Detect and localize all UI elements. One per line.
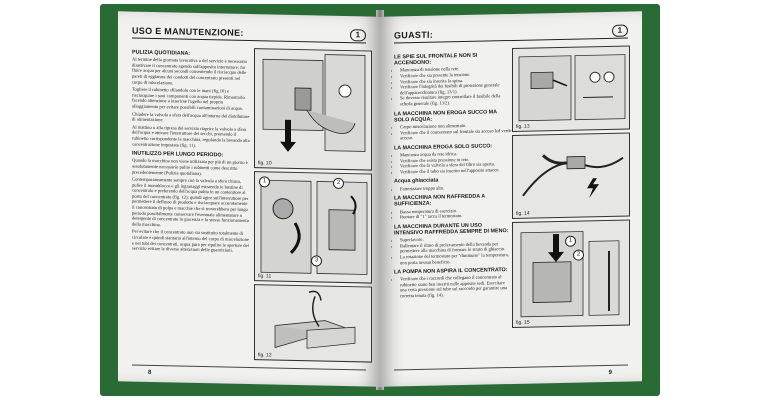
left-page <box>118 11 380 386</box>
list-item: • Ruotare di "1" tacca il termostato. <box>400 212 512 220</box>
step-marker: 2 <box>333 178 344 189</box>
figure-10 <box>254 48 372 170</box>
left-figure-column <box>254 48 372 365</box>
left-page-header <box>132 22 366 44</box>
tube-connector-illustration <box>513 133 630 217</box>
right-figure-column <box>512 46 630 331</box>
container-cleaning-illustration <box>255 285 372 361</box>
list-item: • Verificare che esista pressione in rete. <box>400 156 512 164</box>
section-heading: LA MACCHINA NON EROGA SUCCO MA SOLO ACQUA: <box>394 108 497 124</box>
figure-label: fig. 11 <box>258 273 272 280</box>
figure-14 <box>512 133 630 219</box>
list-item: • Verificare che il tubo sia inserito nell'apposito attacco. <box>400 167 512 175</box>
section-heading: LA MACCHINA DURANTE UN USO INTENSIVO RAFFREDDA SEMPRE DI MENO: <box>394 222 509 237</box>
paragraph: Contemporaneamente sempre con la valvola a sfera chiusa, pulire il monoblocco e gli ingranaggi estraendo le bustine di concentrato e preferendo dell'acqua pulita in un contenitore al posto del concentrato (fig. 12); quindi agire sull'interruttore per permettere il deflusso di prodotto e risciacquare accuratamente il concentrato di polpa e macchie che si troverebbero per lungo periodo possibilmente conservare l'eventuale alimentatore o detergente di concentrato in giacenza e lo stesso funzionamento della macchina. <box>132 176 250 227</box>
list-item: • Verificare che la valvola a sfera del filtro sia aperta. <box>400 161 512 169</box>
left-page-chapter-number: 1 <box>350 29 366 41</box>
figure-13 <box>512 46 630 132</box>
figure-15 <box>512 220 630 328</box>
right-text-column <box>394 48 512 301</box>
figure-label: fig. 12 <box>258 352 272 359</box>
figure-11 <box>254 171 372 283</box>
list-item: • Verificare che sia presente la tensione. <box>400 71 512 79</box>
list-item: • Mancanza acqua da rete idrica. <box>400 150 512 158</box>
figure-label: fig. 13 <box>516 123 530 130</box>
list-item: • Corpo miscelazione non alimentato. <box>400 122 512 130</box>
section-heading: LE SPIE SUL FRONTALE NON SI ACCENDONO: <box>394 52 478 67</box>
list-item: • Se dovesse risultare integro controllare il fusibile della scheda generale (fig. 13/2). <box>400 93 512 107</box>
list-item: • Superlavoro. <box>400 235 512 243</box>
step-marker: 3 <box>311 255 322 266</box>
figure-label: fig. 14 <box>516 210 530 217</box>
list-item: • Rallentare il ritmo di prelevamento della bevanda per permettere alla macchina di formare lo strato di ghiaccio. <box>400 241 512 255</box>
right-page <box>380 11 642 386</box>
section-heading: INUTILIZZO PER LUNGO PERIODO: <box>132 150 224 159</box>
paragraph: Per evitare che il concentrato non sia sostituito totalmente di circolare e quindi stantario all'interno del corpo di miscelazione e nei tubi dei concentrati, acqua pura per ripulire le aperture del servizio evitare le diverse alterazioni delle guarnizioni. <box>132 228 249 253</box>
right-page-number: 9 <box>608 369 612 376</box>
list-item: • Bassa temperatura di esercizio. <box>400 207 512 215</box>
footer-rule <box>394 365 628 371</box>
paragraph: Al termine della giornata lavorativa o del servizio è necessario disattivare il concentrato agendo sull'apposito interruttore; far fluire acqua per alcuni secondi consentendo il risciacquo delle pareti di eggiatura dei condotti del concentrato presenti nel corpo di miscelazione. <box>132 56 247 85</box>
list-item: • La rotazione del termostato per "diminuire" la temperatura, non porta nessun beneficio. <box>400 252 512 266</box>
section-heading: LA MACCHINA NON RAFFREDDA A SUFFICIENZA: <box>394 193 485 208</box>
paragraph: Chiudere la valvola a sfera dell'acqua all'interno del distributore di alimentazione. <box>132 111 250 123</box>
list-item: • Verificare l'integrità dei fusibili di protezione generale dell'apparecchiatura (fig. 13/1). <box>400 82 512 96</box>
list-item: • Verificare che i raccordi che collegano il concentrato al rubinetto siano ben inseriti nelle apposite sedi. Esercitare una certa pressione sul tubo sul raccordo per garantire una corretta tenuta (fig. 14). <box>400 274 512 299</box>
figure-label: fig. 15 <box>516 319 530 326</box>
valve-opening-illustration <box>255 172 372 282</box>
paragraph: Al mattino o alla ripresa del servizio riaprire la valvola a sfera dell'acqua e attivare l'interruttore del secchi, premendo il rubinetto corrispondente la macchina, regolando la bevanda alla concentrazione impostata (fig. 11). <box>132 124 250 148</box>
section-heading: LA MACCHINA EROGA SOLO SUCCO: <box>394 143 493 152</box>
step-marker: 2 <box>573 249 584 260</box>
list-item: • Verificare che il concentrato sul frontale sia acceso led verde acceso. <box>400 128 512 142</box>
left-page-number: 8 <box>148 369 152 376</box>
section-heading: Acqua ghiacciata <box>394 177 439 185</box>
list-item: • Fattorizzare troppo alto. <box>400 184 512 192</box>
step-marker: 1 <box>259 176 270 187</box>
list-item: • Mancanza di tensione nella rete. <box>400 65 512 73</box>
figure-12 <box>254 284 372 362</box>
section-heading: PULIZIA QUOTIDIANA: <box>132 49 191 57</box>
right-page-header <box>394 22 628 44</box>
tap-removal-illustration <box>255 49 372 169</box>
step-marker: 1 <box>565 236 576 247</box>
list-item: • Verificare che sia inserita la spina. <box>400 77 512 85</box>
footer-rule <box>132 365 366 371</box>
left-text-column <box>132 46 250 256</box>
right-page-chapter-number: 1 <box>612 25 628 37</box>
fuse-check-illustration <box>513 46 630 130</box>
figure-label: fig. 10 <box>258 160 272 167</box>
paragraph: Quando la macchina non viene utilizzata per più di un giorno è assolutamente necessario pulire i rubinetti come descritto precedentemente (Pulizia quotidiana). <box>132 157 248 176</box>
right-page-title: GUASTI: <box>394 29 434 41</box>
left-page-title: USO E MANUTENZIONE: <box>132 25 244 38</box>
paragraph: Togliere il rubinetto sfilandolo con le mani (fig.10) e risciacquare i suoi componenti con acqua tiepida. Rimontarlo facendo attenzione a inserirne l'ugello nel proprio alloggiamento per evitare possibili contaminazioni di acqua. <box>132 86 245 111</box>
section-heading: LA POMPA NON ASPIRA IL CONCENTRATO: <box>394 267 508 276</box>
